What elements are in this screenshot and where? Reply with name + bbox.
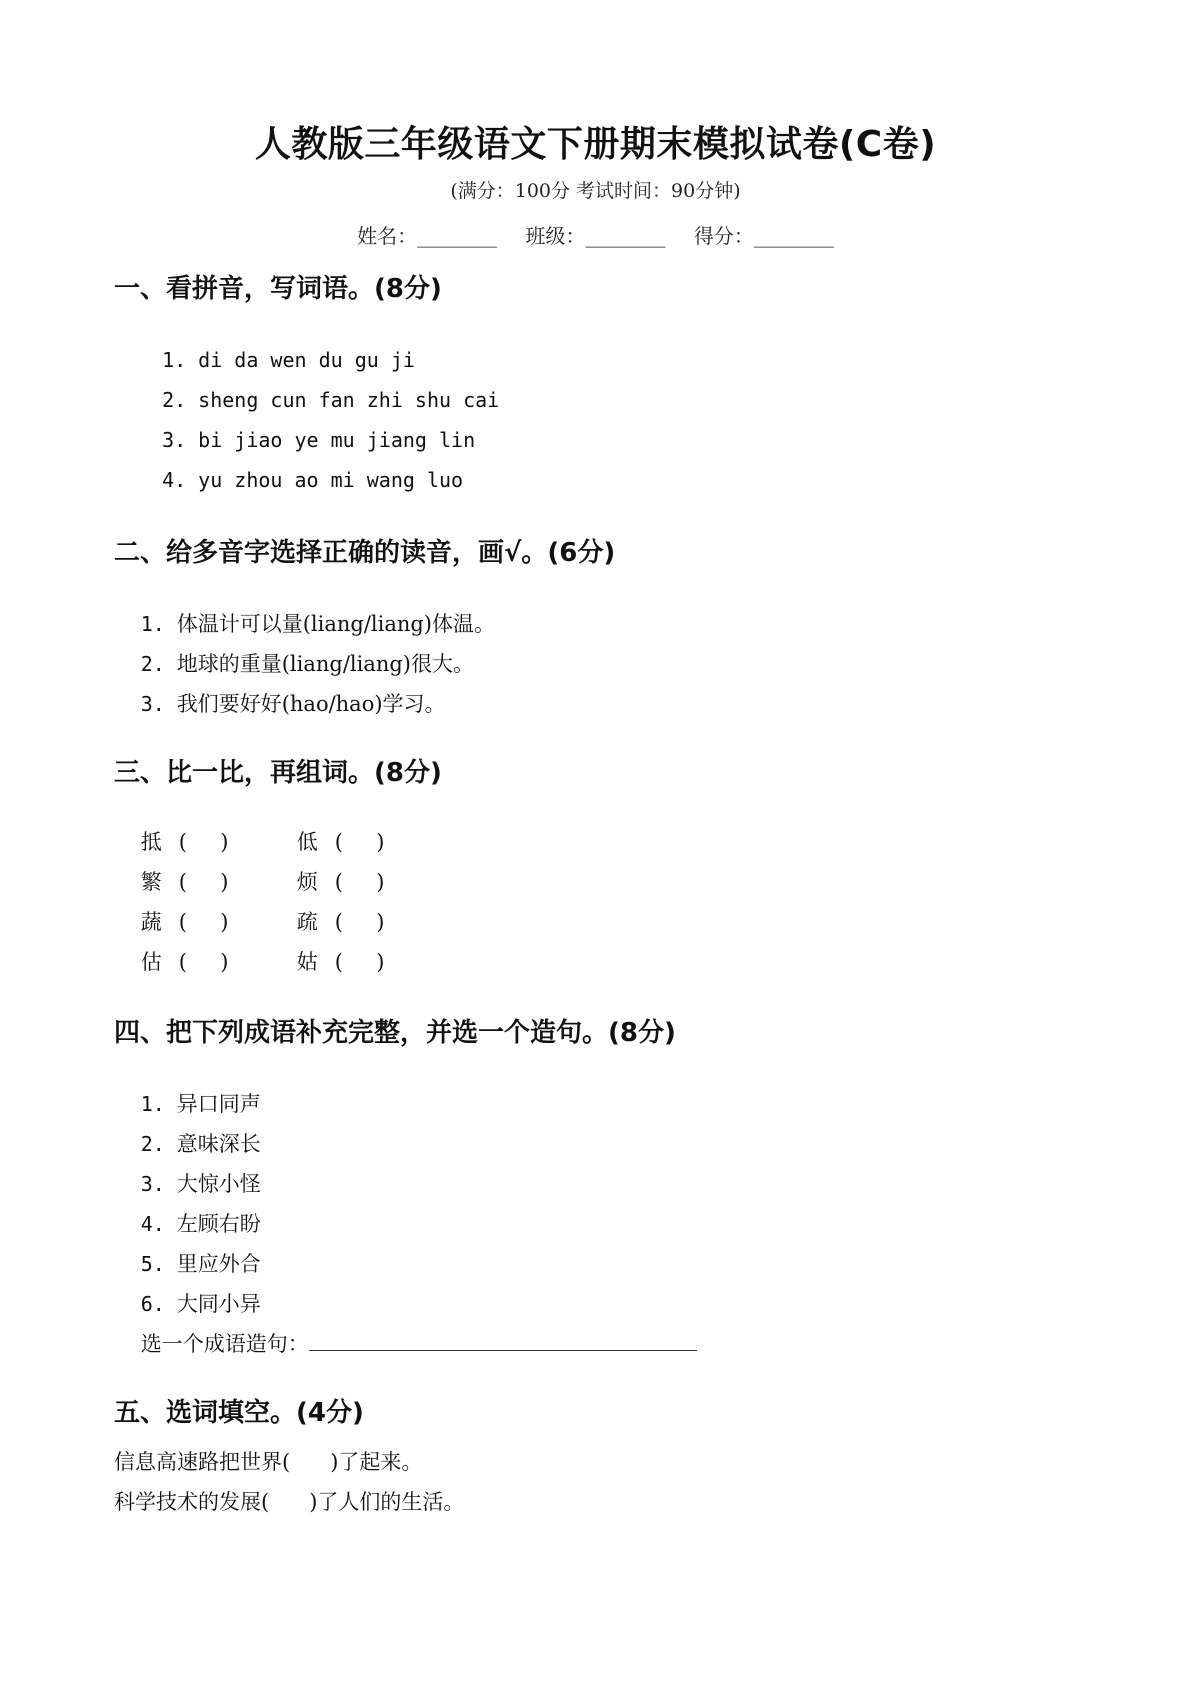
section-5-heading: 五、选词填空。(4分) [114, 1398, 364, 1428]
item-number: 5. [140, 1252, 165, 1276]
item-text: 左顾右盼 [176, 1212, 261, 1236]
item-text: 地球的重量(liang/liang)很大。 [176, 652, 475, 676]
answer-blank: ( ) [178, 910, 229, 934]
student-info-line [0, 220, 1191, 249]
section-3-heading: 三、比一比，再组词。(8分) [114, 758, 442, 788]
char-b: 烦 [296, 870, 318, 894]
item-number: 3. [162, 428, 187, 452]
list-item [114, 444, 463, 516]
answer-blank: ( ) [334, 950, 385, 974]
word-pair-row [114, 922, 453, 1000]
item-text: yu zhou ao mi wang luo [198, 468, 464, 492]
item-text: 异口同声 [176, 1092, 261, 1116]
answer-blank: ( ) [178, 950, 229, 974]
item-text: 我们要好好(hao/hao)学习。 [176, 692, 446, 716]
sentence-prompt-row [114, 1304, 697, 1382]
section-1-heading: 一、看拼音，写词语。(8分) [114, 274, 442, 304]
list-item [114, 664, 446, 742]
item-text: di da wen du gu ji [198, 348, 415, 372]
item-number: 1. [140, 1092, 165, 1116]
char-a: 蔬 [140, 910, 162, 934]
item-text: 里应外合 [176, 1252, 261, 1276]
fill-blank-line: 信息高速路把世界( )了起来。 [114, 1450, 423, 1474]
name-field: 姓名：________ [357, 224, 498, 248]
fill-blank-line: 科学技术的发展( )了人们的生活。 [114, 1490, 465, 1514]
item-text: 体温计可以量(liang/liang)体温。 [176, 612, 496, 636]
char-a: 抵 [140, 830, 162, 854]
item-number: 3. [140, 1172, 165, 1196]
item-text: bi jiao ye mu jiang lin [198, 428, 476, 452]
exam-meta: (满分：100分 考试时间：90分钟) [450, 180, 741, 202]
char-b: 姑 [296, 950, 318, 974]
char-b: 疏 [296, 910, 318, 934]
item-number: 1. [162, 348, 187, 372]
answer-blank: ( ) [178, 830, 229, 854]
item-text: 意味深长 [176, 1132, 261, 1156]
char-a: 估 [140, 950, 162, 974]
item-text: 大同小异 [176, 1292, 261, 1316]
page-title: 人教版三年级语文下册期末模拟试卷(C卷) [254, 124, 937, 165]
item-text: sheng cun fan zhi shu cai [198, 388, 500, 412]
section-2-heading: 二、给多音字选择正确的读音，画√。(6分) [114, 538, 616, 568]
item-number: 1. [140, 612, 165, 636]
char-a: 繁 [140, 870, 162, 894]
item-number: 4. [162, 468, 187, 492]
answer-blank: ( ) [178, 870, 229, 894]
item-number: 2. [140, 1132, 165, 1156]
item-text: 大惊小怪 [176, 1172, 261, 1196]
answer-blank: ( ) [334, 910, 385, 934]
section-4-heading: 四、把下列成语补充完整，并选一个造句。(8分) [114, 1018, 676, 1048]
sentence-prompt: 选一个成语造句： [140, 1332, 309, 1356]
item-number: 2. [140, 652, 165, 676]
item-number: 4. [140, 1212, 165, 1236]
answer-blank: ( ) [334, 870, 385, 894]
answer-blank: ( ) [334, 830, 385, 854]
item-number: 2. [162, 388, 187, 412]
class-field: 班级：________ [525, 224, 666, 248]
item-number: 3. [140, 692, 165, 716]
item-number: 6. [140, 1292, 165, 1316]
score-field: 得分：________ [693, 224, 834, 248]
char-b: 低 [296, 830, 318, 854]
sentence-answer-line [309, 1332, 697, 1351]
